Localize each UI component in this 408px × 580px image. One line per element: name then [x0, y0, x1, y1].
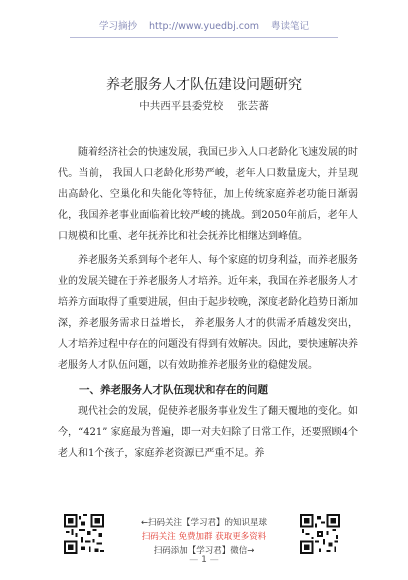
paragraph: 随着经济社会的快速发展，我国已步入人口老龄化飞速发展的时代。当前， 我国人口老龄化形势严峻，老年人口数量庞大，并呈现出高龄化、空巢化和失能化等特征，加上传统家庭养老功能日渐弱化，我国养老事业面临着比较严峻的挑战。到2050年前后，老年人口规模和比重、老年抚养比和社会抚养比相继达到峰值。: [58, 147, 358, 242]
section-heading: 一、养老服务人才队伍现状和存在的问题: [79, 384, 268, 396]
qr-code-icon[interactable]: [64, 514, 104, 554]
header-url[interactable]: http://www.yuedbj.com: [148, 21, 260, 32]
header-right-text: 粤读笔记: [271, 21, 310, 32]
promo-line-knowledge-planet: ←扫码关注【学习君】的知识星球: [140, 518, 268, 528]
qr-code-icon[interactable]: [300, 514, 340, 554]
document-title: 养老服务人才队伍建设问题研究: [106, 77, 302, 93]
author-name: 张芸蕃: [237, 100, 269, 112]
promo-line-wechat: 扫码添加【学习君】微信→: [153, 546, 255, 556]
header-divider: [70, 37, 338, 38]
author-org: 中共西平县委党校: [139, 100, 224, 112]
header-left-text: 学习摘抄: [98, 21, 137, 32]
author-line: [0, 98, 408, 113]
promo-line-join-group: 扫码关注 免费加群 获取更多资料: [141, 532, 267, 542]
page-number-value: 1: [201, 555, 207, 565]
paragraph: 养老服务关系到每个老年人、每个家庭的切身利益，而养老服务业的发展关键在于养老服务人才培养。近年来，我国在养老服务人才培养方面取得了重要进展，但由于起步较晚，深度老龄化趋势日渐加深，养老服务需求日益增长， 养老服务人才的供需矛盾越发突出，人才培养过程中存在的问题没有得到有效解决。因此，要快速解决养老服务人才队伍问题，以有效助推养老服务业的稳健发展。: [58, 255, 358, 371]
promo-text: [112, 516, 296, 558]
page-number: — 1 —: [189, 555, 219, 565]
page-header: [0, 18, 408, 32]
document-body: [58, 142, 358, 467]
paragraph: 现代社会的发展，促使养老服务事业发生了翻天覆地的变化。如今，“421” 家庭最为普遍，即一对夫妇除了日常工作，还要照顾4个老人和1个孩子，家庭养老资源已严重不足。养: [58, 406, 358, 459]
